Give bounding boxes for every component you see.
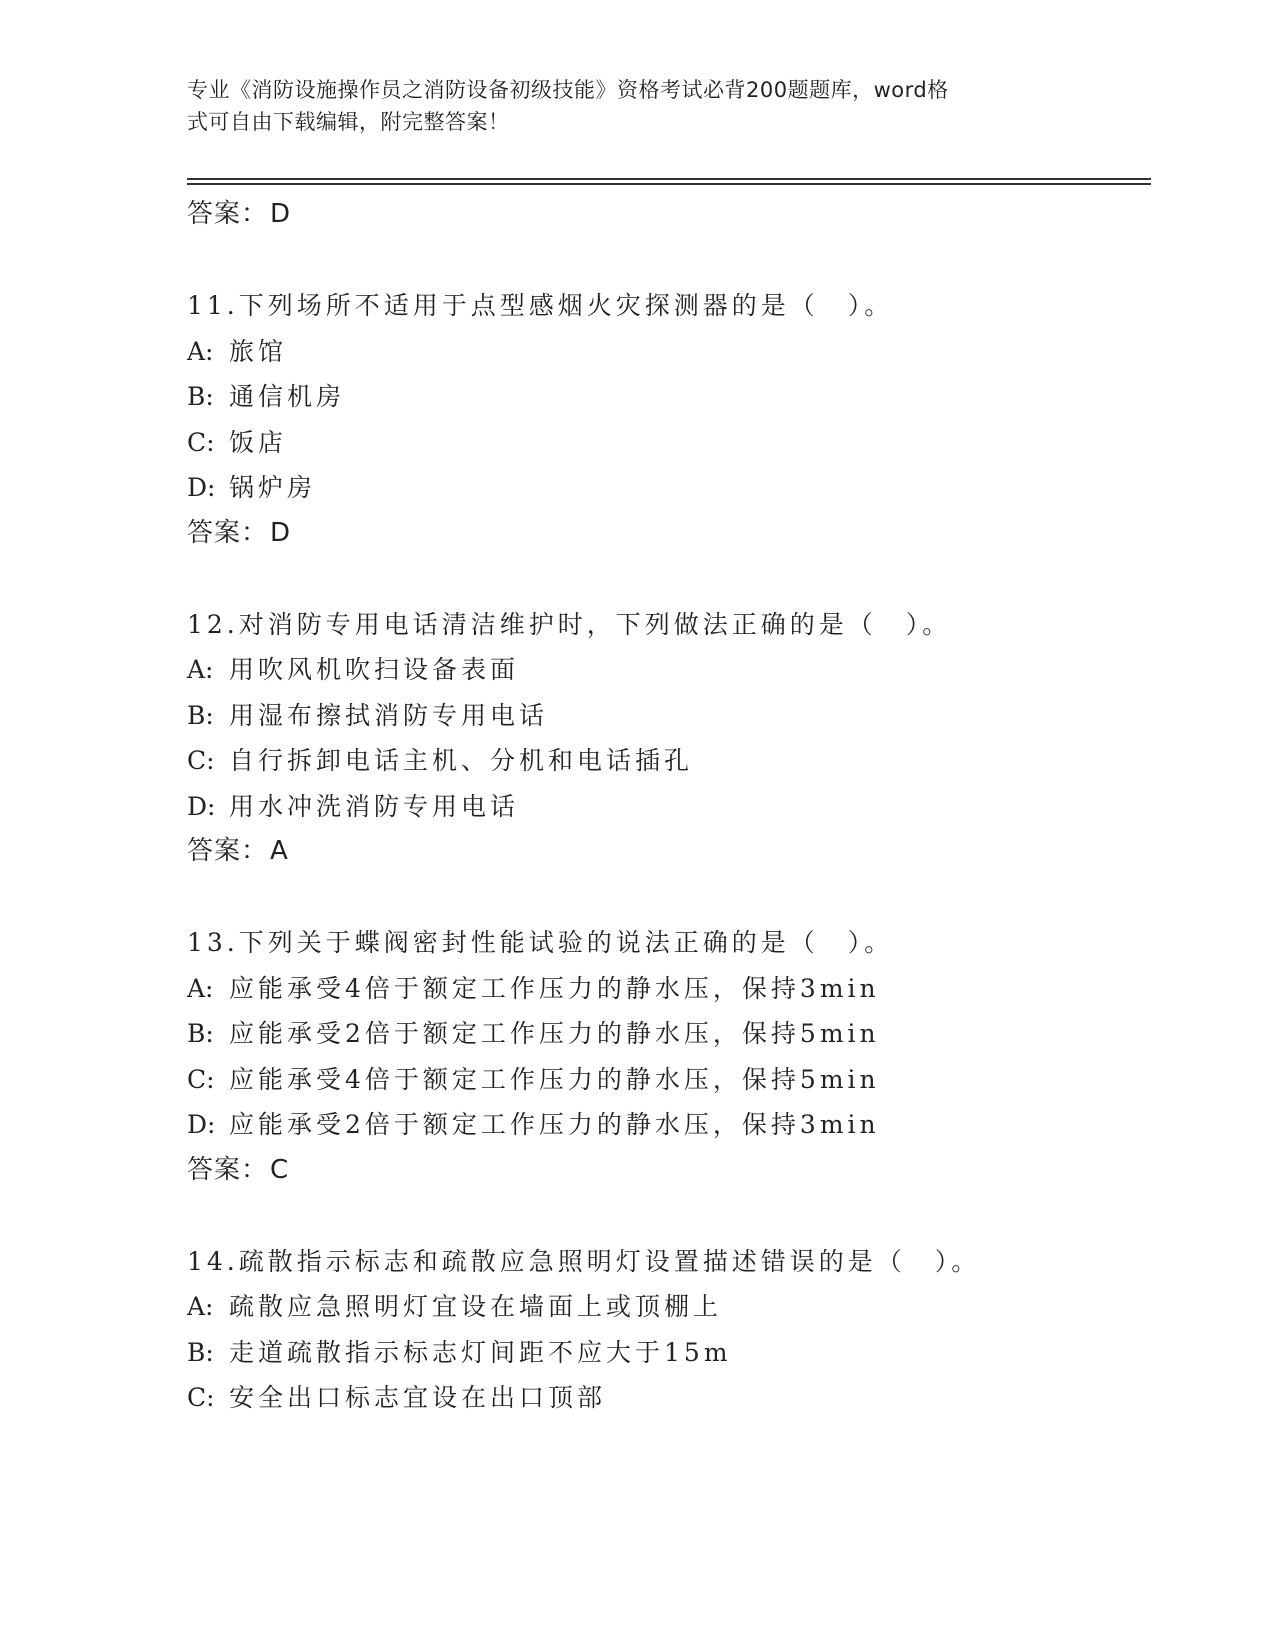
option-text: 应能承受2倍于额定工作压力的静水压，保持3min <box>229 1110 880 1139</box>
spacer <box>187 874 1151 920</box>
answer-line <box>187 192 1151 237</box>
question-list <box>187 192 1151 1421</box>
option-text: 自行拆卸电话主机、分机和电话插孔 <box>229 746 694 775</box>
option-letter: C: <box>187 1383 215 1412</box>
answer-value: D <box>270 517 292 548</box>
answer-label: 答案： <box>187 836 269 866</box>
spacer <box>187 556 1151 602</box>
answer-value: C <box>270 1154 290 1185</box>
option-b <box>187 374 1151 420</box>
answer-line <box>187 1148 1151 1193</box>
option-letter: A: <box>187 655 214 684</box>
answer-label: 答案： <box>187 199 269 229</box>
question-stem: 11.下列场所不适用于点型感烟火灾探测器的是（ ）。 <box>187 291 894 320</box>
option-letter: B: <box>187 700 214 730</box>
question-block <box>187 283 1151 556</box>
option-text: 应能承受4倍于额定工作压力的静水压，保持3min <box>229 973 880 1003</box>
document-header <box>187 74 1087 138</box>
option-letter: C: <box>187 427 215 457</box>
option-letter: C: <box>187 1064 215 1094</box>
option-text: 旅馆 <box>229 336 288 366</box>
question-stem: 12.对消防专用电话清洁维护时，下列做法正确的是（ ）。 <box>187 609 952 639</box>
option-letter: D: <box>187 473 216 502</box>
option-c <box>187 738 1151 784</box>
option-letter: A: <box>187 1292 214 1321</box>
option-letter: D: <box>187 1110 216 1139</box>
option-b <box>187 1011 1151 1057</box>
option-c <box>187 1057 1151 1103</box>
option-b <box>187 693 1151 739</box>
option-letter: B: <box>187 382 214 411</box>
option-c <box>187 420 1151 466</box>
option-text: 安全出口标志宜设在出口顶部 <box>229 1383 607 1412</box>
option-text: 走道疏散指示标志灯间距不应大于15m <box>229 1337 732 1367</box>
header-line-2: 式可自由下载编辑，附完整答案！ <box>187 110 510 134</box>
option-c <box>187 1375 1151 1421</box>
option-text: 用湿布擦拭消防专用电话 <box>229 700 549 730</box>
option-a <box>187 966 1151 1012</box>
option-text: 锅炉房 <box>229 473 317 502</box>
option-d <box>187 465 1151 511</box>
question-stem: 13.下列关于蝶阀密封性能试验的说法正确的是（ ）。 <box>187 928 894 957</box>
option-d <box>187 784 1151 830</box>
question-block <box>187 1239 1151 1421</box>
answer-value: A <box>270 836 289 866</box>
option-text: 通信机房 <box>229 382 346 411</box>
spacer <box>187 1193 1151 1239</box>
option-text: 应能承受2倍于额定工作压力的静水压，保持5min <box>229 1019 880 1048</box>
spacer <box>187 237 1151 283</box>
answer-line <box>187 511 1151 556</box>
option-text: 用水冲洗消防专用电话 <box>229 791 520 821</box>
option-text: 饭店 <box>229 427 288 457</box>
option-a <box>187 1284 1151 1330</box>
option-letter: C: <box>187 746 215 775</box>
option-letter: D: <box>187 791 216 821</box>
option-text: 用吹风机吹扫设备表面 <box>229 655 520 684</box>
option-letter: A: <box>187 973 214 1003</box>
answer-label: 答案： <box>187 517 269 548</box>
header-line-1: 专业《消防设施操作员之消防设备初级技能》资格考试必背200题题库，word格 <box>187 78 949 102</box>
header-rule-top <box>187 178 1151 180</box>
option-a <box>187 329 1151 375</box>
question-block <box>187 920 1151 1193</box>
answer-value: D <box>270 199 292 229</box>
answer-line <box>187 829 1151 874</box>
header-rule-bottom <box>187 183 1151 185</box>
answer-label: 答案： <box>187 1154 269 1185</box>
option-letter: A: <box>187 336 214 366</box>
option-b <box>187 1330 1151 1376</box>
option-letter: B: <box>187 1337 214 1367</box>
question-stem: 14.疏散指示标志和疏散应急照明灯设置描述错误的是（ ）。 <box>187 1246 981 1276</box>
option-text: 疏散应急照明灯宜设在墙面上或顶棚上 <box>229 1292 723 1321</box>
question-block <box>187 602 1151 875</box>
option-a <box>187 647 1151 693</box>
option-letter: B: <box>187 1019 214 1048</box>
option-text: 应能承受4倍于额定工作压力的静水压，保持5min <box>229 1064 880 1094</box>
option-d <box>187 1102 1151 1148</box>
